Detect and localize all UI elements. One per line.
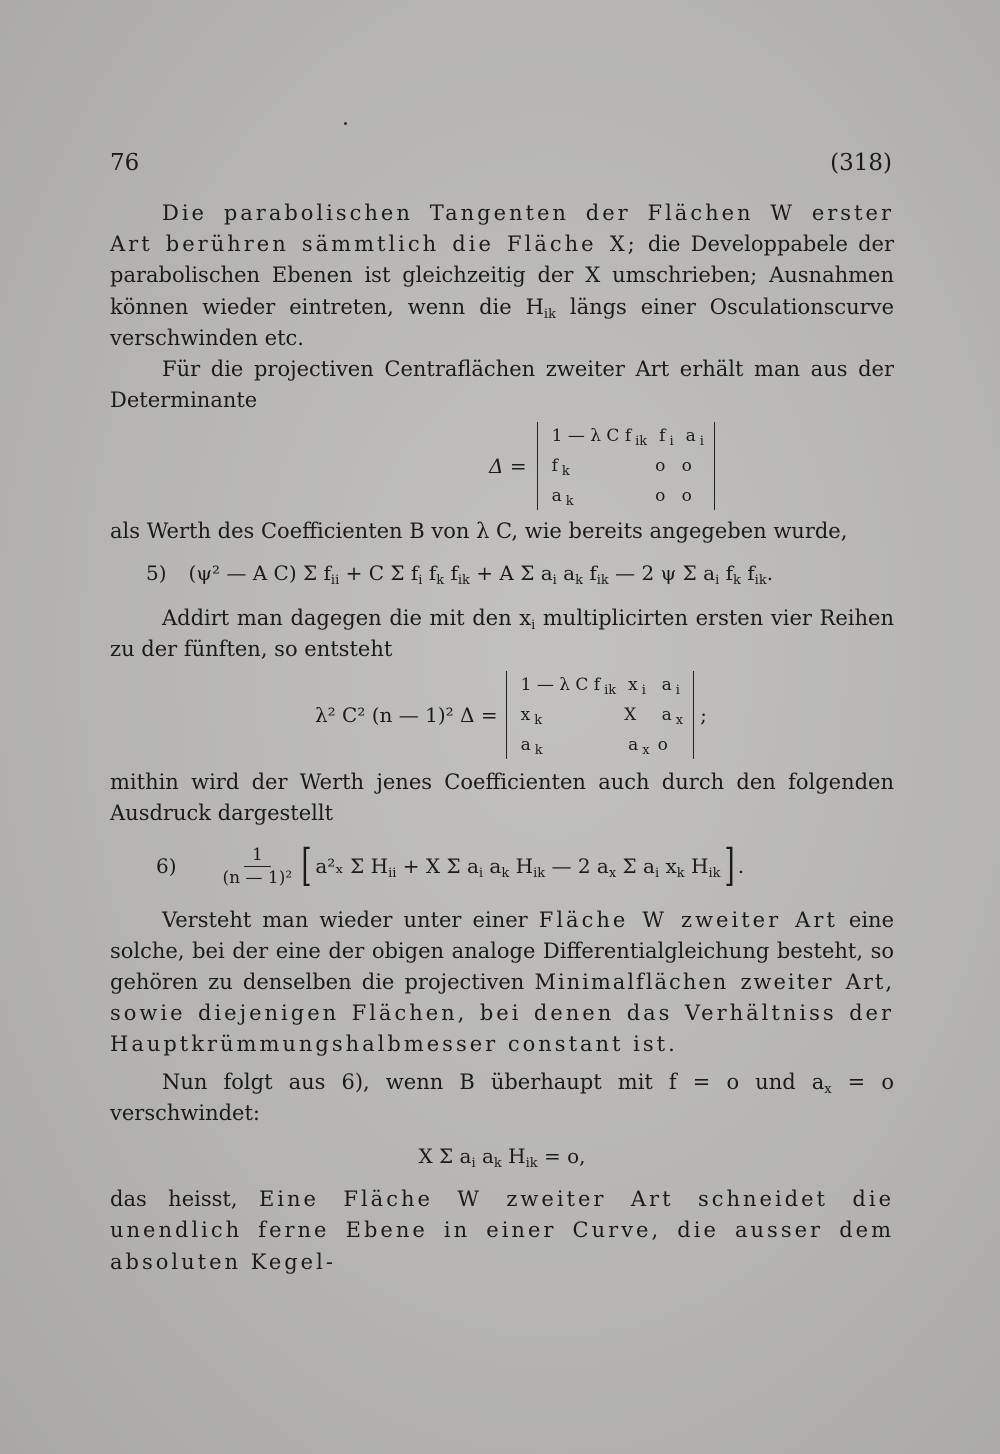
- paragraph-5: mithin wird der Werth jenes Coefficienten auch durch den folgenden Ausdruck dargestellt: [110, 770, 894, 826]
- subscript: ik: [543, 306, 556, 322]
- equation-7: [110, 1141, 894, 1172]
- eq-body: X Σ $a_i$ $a_k$ $H_{ik} = o$,: [418, 1144, 586, 1172]
- paragraph-6: Versteht man wieder unter einer Fläche W zweiter Art eine solche, bei der eine der obigen analoge Differentialgleichung besteht, so gehören zu denselben die projectiven Minimalflächen zweiter Art, sowie diejenigen Flächen, bei denen das Verhältniss der Hauptkrümmungshalbmesser constant ist.: [110, 907, 894, 1057]
- det-matrix: [506, 671, 695, 759]
- eq-label: 5): [146, 560, 167, 585]
- det-lhs: Δ =: [489, 453, 527, 478]
- paragraph-4: Addirt man dagegen die mit den $x_i$ multiplicirten ersten vier Reihen zu der fünften, so entsteht: [110, 605, 894, 662]
- cell: x $_i$: [628, 675, 646, 699]
- eq-label: 6): [156, 853, 177, 878]
- cell: o: [681, 486, 692, 507]
- paragraph-2: Für die projectiven Centraflächen zweiter Art erhält man aus der Determinante: [110, 357, 894, 413]
- det-matrix: [537, 422, 715, 510]
- paragraph-7: Nun folgt aus 6), wenn B überhaupt mit f = o und $a_x = o$ verschwindet:: [110, 1069, 894, 1125]
- right-bracket: ]: [723, 840, 735, 892]
- determinant-1: [310, 422, 894, 510]
- paragraph-3: als Werth des Coefficienten B von λ C, wie bereits angegeben wurde,: [110, 519, 848, 544]
- equation-5: [146, 558, 894, 589]
- fraction: $\frac{1}{\text{(n — 1)²}}$: [222, 844, 293, 888]
- determinant-2: [315, 671, 894, 759]
- spaced-text: Die parabolischen Tangenten der Flächen W erster Art berühren sämmtlich die Fläche X;: [110, 201, 894, 257]
- eq-body: a²ₓ Σ $H_{ii} + X$ Σ $a_i$ $a_k$ $H_{ik}$ — 2 $a_x$ Σ $a_i$ $x_k$ $H_{ik}$: [315, 853, 721, 881]
- cell: o: [657, 735, 668, 756]
- page-header: [110, 150, 892, 176]
- cell: o: [681, 456, 692, 477]
- cell: a $_x$: [628, 735, 650, 759]
- cell: f $_i$: [659, 426, 674, 450]
- cell: f $_k$: [551, 456, 570, 480]
- equation-6: [156, 840, 894, 892]
- left-bracket: [: [301, 840, 312, 892]
- section-number: (318): [830, 150, 892, 176]
- cell: a $_k$: [551, 486, 574, 510]
- page-body: [110, 198, 894, 1278]
- text: die Developpabele der parabolischen Ebenen ist gleichzeitig der X umschrieben; Ausnahmen können wieder eintreten, wenn die H: [110, 232, 894, 319]
- speck: [344, 122, 347, 125]
- cell: a $_k$: [520, 735, 543, 759]
- paragraph-8: das heisst, Eine Fläche W zweiter Art schneidet die unendlich ferne Ebene in einer Curve, die ausser dem absoluten Kegel-: [110, 1187, 895, 1274]
- cell: a $_x$: [661, 705, 684, 729]
- cell: o: [655, 456, 666, 477]
- text: längs einer Osculationscurve verschwinden etc.: [110, 294, 895, 350]
- eq-end: .: [737, 853, 745, 878]
- cell: 1 — λ C f $_{ik}$: [520, 675, 617, 699]
- cell: X: [624, 705, 637, 726]
- det-tail: ;: [700, 702, 707, 727]
- eq-body: (ψ² — A C) Σ $f_{ii} + C$ Σ $f_i$ $f_k$ $f_{ik} + A$ Σ $a_i$ $a_k$ $f_{ik}$ — 2 ψ Σ $a_i$ $f_k$ $f_{ik}$.: [188, 560, 774, 588]
- det-lhs: λ² C² (n — 1)² Δ =: [315, 702, 498, 727]
- cell: 1 — λ C f $_{ik}$: [551, 426, 648, 450]
- page-number: 76: [110, 150, 140, 176]
- cell: a $_i$: [685, 426, 704, 450]
- paragraph-1: [110, 198, 894, 354]
- cell: o: [655, 486, 666, 507]
- cell: a $_i$: [661, 675, 680, 699]
- cell: x $_k$: [520, 705, 543, 729]
